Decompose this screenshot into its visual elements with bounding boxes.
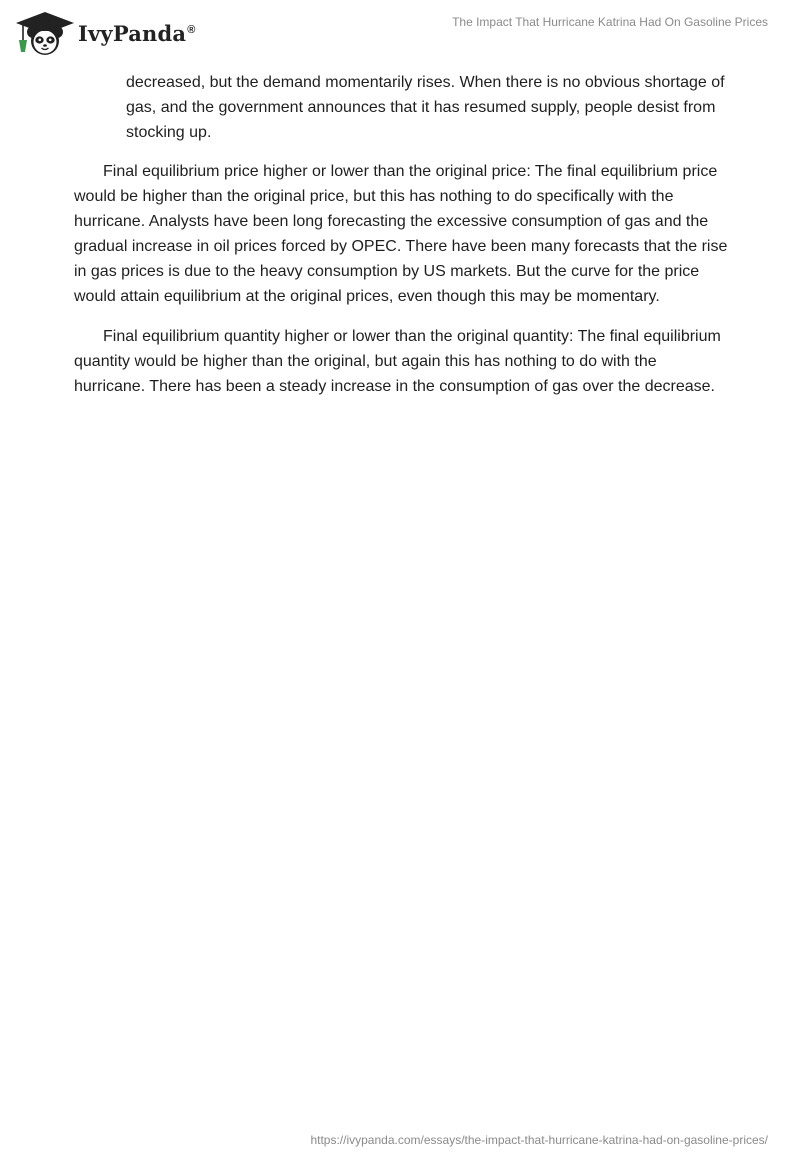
panda-graduation-cap-icon (14, 8, 76, 56)
list-item-continuation: decreased, but the demand momentarily rises. When there is no obvious shortage of gas, and the government announces that it has resumed supply, people desist from stocking up. (126, 74, 725, 141)
brand-name (78, 21, 196, 46)
paragraph-equilibrium-price: Final equilibrium price higher or lower than the original price: The final equilibrium price would be higher than the original price, but this has nothing to do specifically with the hurricane. Analysts have been long forecasting the excessive consumption of gas and the gradual increase in oil prices forced by OPEC. There have been many forecasts that the rise in gas prices is due to the heavy consumption by US markets. But the curve for the price would attain equilibrium at the original prices, even though this may be momentary. (74, 163, 728, 305)
source-url[interactable]: https://ivypanda.com/essays/the-impact-that-hurricane-katrina-had-on-gasoline-prices/ (310, 1133, 768, 1147)
brand-name-text: IvyPanda (78, 20, 187, 46)
page-header (0, 0, 800, 60)
ivypanda-logo[interactable] (14, 8, 196, 56)
registered-mark: ® (187, 23, 196, 36)
essay-body (74, 70, 728, 414)
paragraph-equilibrium-quantity: Final equilibrium quantity higher or lower than the original quantity: The final equilibrium quantity would be higher than the original, but again this has nothing to do with the hurricane. There has been a steady increase in the consumption of gas over the decrease. (74, 328, 721, 395)
document-title: The Impact That Hurricane Katrina Had On Gasoline Prices (452, 15, 768, 29)
